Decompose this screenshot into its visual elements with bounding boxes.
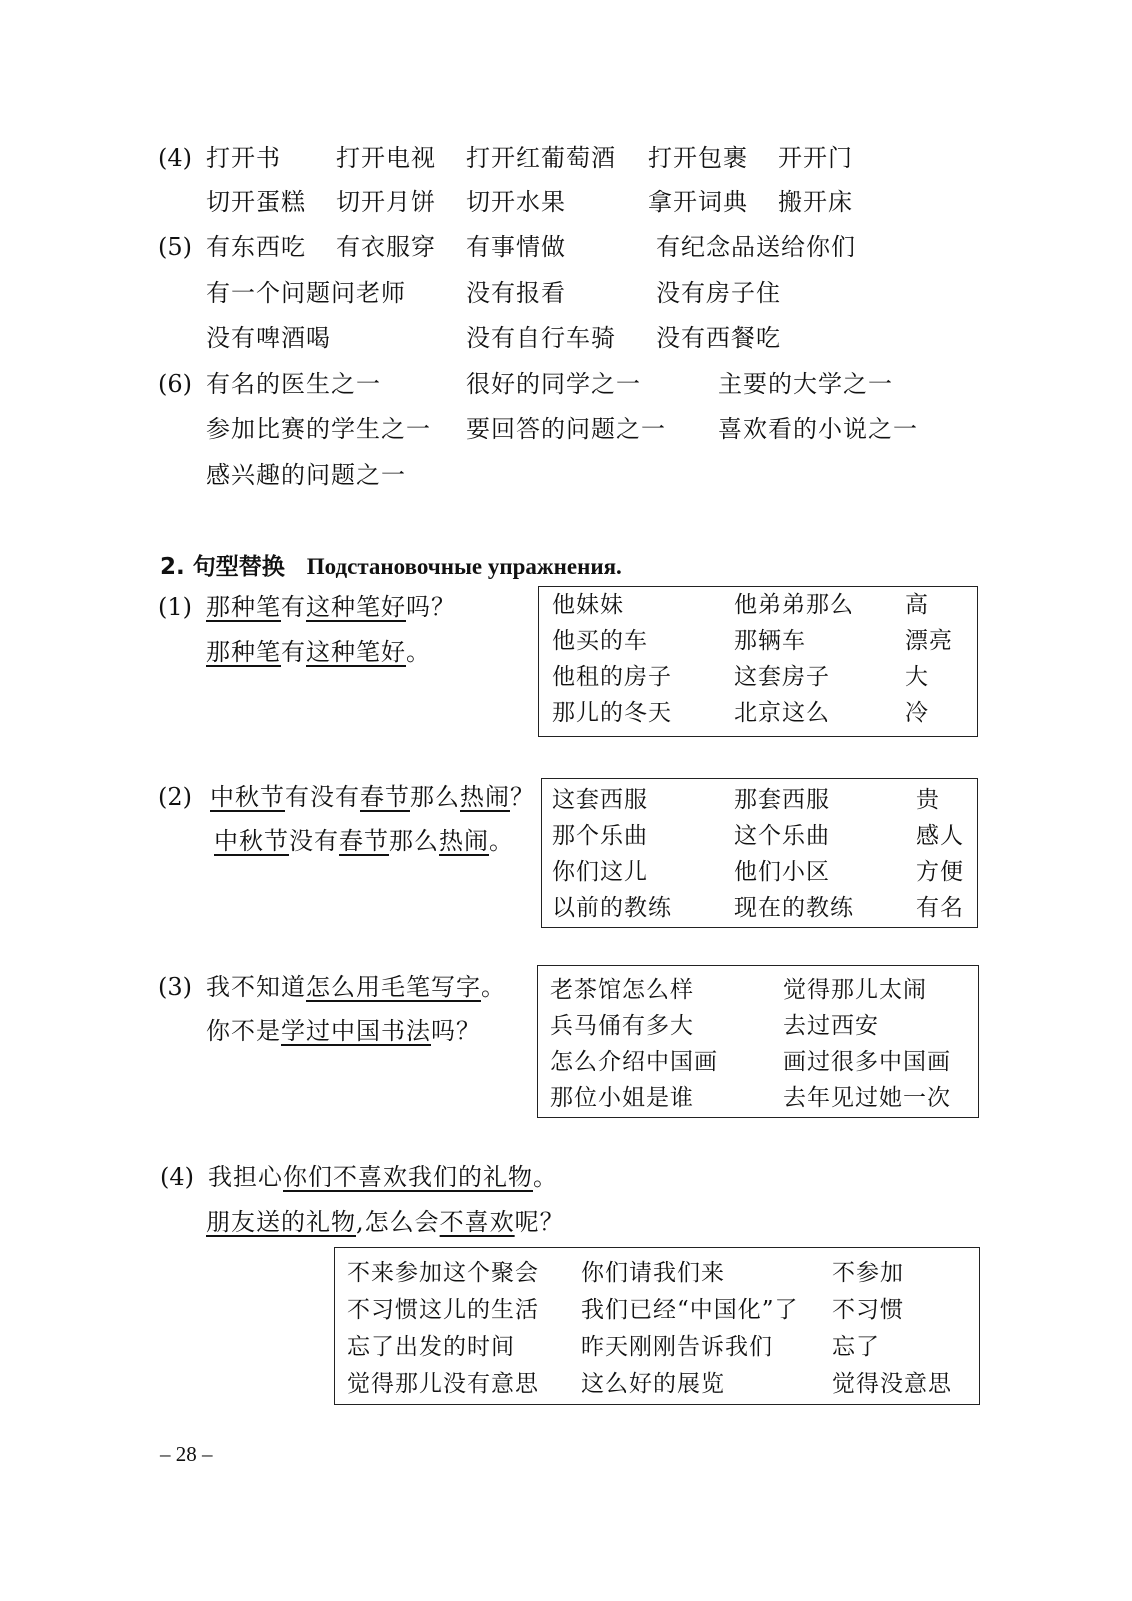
model-question: 我不知道怎么用毛笔写字。 bbox=[206, 973, 506, 1001]
phrase: 切开水果 bbox=[466, 188, 566, 216]
table-cell: 高 bbox=[905, 592, 929, 618]
table-cell: 不习惯这儿的生活 bbox=[347, 1297, 539, 1323]
table-cell: 方便 bbox=[916, 859, 964, 885]
phrase: 打开红葡萄酒 bbox=[466, 144, 616, 172]
model-answer: 朋友送的礼物,怎么会不喜欢呢？ bbox=[206, 1208, 565, 1236]
phrase: 要回答的问题之一 bbox=[466, 415, 666, 443]
page-number: – 28 – bbox=[160, 1442, 213, 1466]
phrase: 切开蛋糕 bbox=[206, 188, 306, 216]
table-cell: 他租的房子 bbox=[552, 664, 672, 690]
drill-number: (1) bbox=[158, 593, 192, 621]
table-cell: 漂亮 bbox=[905, 628, 953, 654]
phrase: 有事情做 bbox=[466, 233, 566, 261]
section-heading bbox=[160, 548, 622, 581]
model-question: 那种笔有这种笔好吗？ bbox=[206, 593, 456, 621]
table-cell: 怎么介绍中国画 bbox=[550, 1049, 718, 1075]
phrase: 打开电视 bbox=[336, 144, 436, 172]
substitution-table bbox=[537, 965, 979, 1118]
substitution-table bbox=[334, 1247, 980, 1405]
table-cell: 有名 bbox=[916, 895, 964, 921]
table-cell: 忘了 bbox=[832, 1334, 880, 1360]
phrase: 搬开床 bbox=[778, 188, 853, 216]
phrase: 有一个问题问老师 bbox=[206, 279, 406, 307]
table-cell: 觉得没意思 bbox=[832, 1371, 952, 1397]
phrase: 参加比赛的学生之一 bbox=[206, 415, 431, 443]
table-cell: 兵马俑有多大 bbox=[550, 1013, 694, 1039]
phrase: 有纪念品送给你们 bbox=[656, 233, 856, 261]
drill-number: (4) bbox=[160, 1163, 194, 1191]
phrase: 切开月饼 bbox=[336, 188, 436, 216]
heading-russian: Подстановочные упражнения. bbox=[306, 554, 622, 579]
table-cell: 大 bbox=[905, 664, 929, 690]
phrase: 主要的大学之一 bbox=[718, 370, 893, 398]
table-cell: 他妹妹 bbox=[552, 592, 624, 618]
table-cell: 觉得那儿太闹 bbox=[783, 977, 927, 1003]
phrase: 喜欢看的小说之一 bbox=[718, 415, 918, 443]
drill-number: (3) bbox=[158, 973, 192, 1001]
table-cell: 那位小姐是谁 bbox=[550, 1085, 694, 1111]
table-cell: 不参加 bbox=[832, 1260, 904, 1286]
table-cell: 那个乐曲 bbox=[552, 823, 648, 849]
drill-number: (2) bbox=[158, 783, 192, 811]
table-cell: 这套房子 bbox=[734, 664, 830, 690]
phrase: 没有自行车骑 bbox=[466, 324, 616, 352]
table-cell: 北京这么 bbox=[734, 700, 830, 726]
table-cell: 他买的车 bbox=[552, 628, 648, 654]
model-answer: 中秋节没有春节那么热闹。 bbox=[214, 827, 514, 855]
model-question: 中秋节有没有春节那么热闹？ bbox=[210, 783, 535, 811]
table-cell: 去过西安 bbox=[783, 1013, 879, 1039]
table-cell: 画过很多中国画 bbox=[783, 1049, 951, 1075]
phrase: 没有房子住 bbox=[656, 279, 781, 307]
exercise-number: (5) bbox=[158, 233, 192, 261]
table-cell: 他们小区 bbox=[734, 859, 830, 885]
exercise-number: (4) bbox=[158, 144, 192, 172]
table-cell: 你们请我们来 bbox=[581, 1260, 725, 1286]
table-cell: 感人 bbox=[916, 823, 964, 849]
table-cell: 那辆车 bbox=[734, 628, 806, 654]
table-cell: 觉得那儿没有意思 bbox=[347, 1371, 539, 1397]
model-answer: 那种笔有这种笔好。 bbox=[206, 638, 431, 666]
table-cell: 不来参加这个聚会 bbox=[347, 1260, 539, 1286]
phrase: 很好的同学之一 bbox=[466, 370, 641, 398]
substitution-table bbox=[541, 778, 978, 928]
table-cell: 这套西服 bbox=[552, 787, 648, 813]
table-cell: 冷 bbox=[905, 700, 929, 726]
heading-chinese: 2. 句型替换 bbox=[160, 554, 285, 580]
phrase: 开开门 bbox=[778, 144, 853, 172]
table-cell: 现在的教练 bbox=[734, 895, 854, 921]
table-cell: 那套西服 bbox=[734, 787, 830, 813]
phrase: 有名的医生之一 bbox=[206, 370, 381, 398]
table-cell: 老茶馆怎么样 bbox=[550, 977, 694, 1003]
phrase: 没有西餐吃 bbox=[656, 324, 781, 352]
phrase: 没有啤酒喝 bbox=[206, 324, 331, 352]
phrase: 感兴趣的问题之一 bbox=[206, 461, 406, 489]
table-cell: 贵 bbox=[916, 787, 940, 813]
table-cell: 去年见过她一次 bbox=[783, 1085, 951, 1111]
model-question: 我担心你们不喜欢我们的礼物。 bbox=[208, 1163, 558, 1191]
table-cell: 以前的教练 bbox=[552, 895, 672, 921]
table-cell: 这个乐曲 bbox=[734, 823, 830, 849]
table-cell: 那儿的冬天 bbox=[552, 700, 672, 726]
phrase: 拿开词典 bbox=[648, 188, 748, 216]
table-cell: 忘了出发的时间 bbox=[347, 1334, 515, 1360]
substitution-table bbox=[538, 586, 978, 737]
phrase: 打开包裹 bbox=[648, 144, 748, 172]
table-cell: 我们已经“中国化”了 bbox=[581, 1297, 799, 1323]
phrase: 有东西吃 bbox=[206, 233, 306, 261]
table-cell: 你们这儿 bbox=[552, 859, 648, 885]
table-cell: 不习惯 bbox=[832, 1297, 904, 1323]
model-answer: 你不是学过中国书法吗？ bbox=[206, 1017, 481, 1045]
table-cell: 这么好的展览 bbox=[581, 1371, 725, 1397]
phrase: 有衣服穿 bbox=[336, 233, 436, 261]
phrase: 打开书 bbox=[206, 144, 281, 172]
exercise-number: (6) bbox=[158, 370, 192, 398]
phrase: 没有报看 bbox=[466, 279, 566, 307]
table-cell: 昨天刚刚告诉我们 bbox=[581, 1334, 773, 1360]
table-cell: 他弟弟那么 bbox=[734, 592, 854, 618]
